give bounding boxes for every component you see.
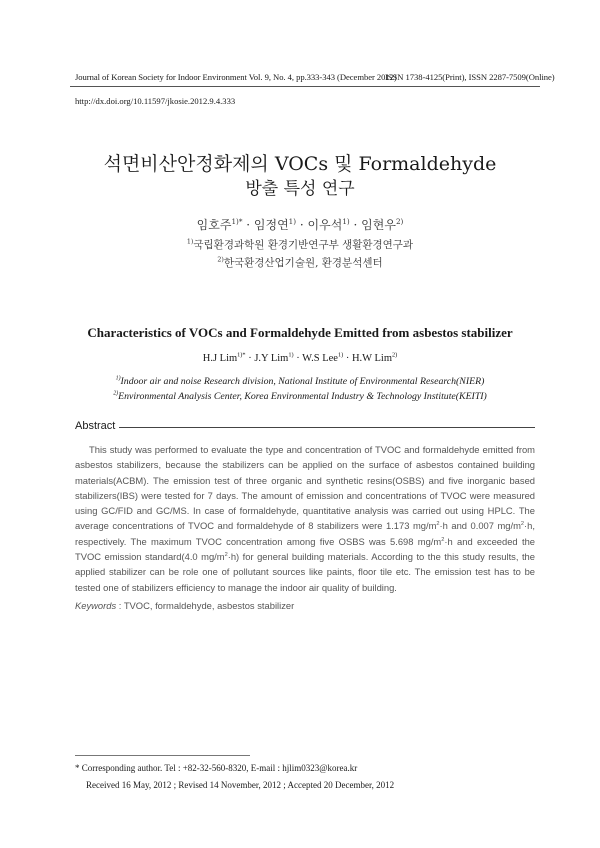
english-authors bbox=[0, 353, 600, 364]
author-separator: · bbox=[353, 218, 362, 232]
author-ko: 임현우 bbox=[361, 218, 396, 232]
doi-link[interactable]: http://dx.doi.org/10.11597/jkosie.2012.9.4.333 bbox=[75, 96, 236, 106]
affiliation-text: Indoor air and noise Research division, National Institute of Environmental Research(NIER) bbox=[120, 376, 485, 387]
issn: ISSN 1738-4125(Print), ISSN 2287-7509(Online) bbox=[385, 72, 555, 82]
footnote-divider bbox=[75, 755, 250, 756]
author-sup: 1) bbox=[288, 351, 294, 359]
abstract-divider bbox=[75, 427, 535, 428]
author-separator: · bbox=[248, 353, 255, 364]
keywords-separator: : bbox=[116, 600, 124, 611]
author-ko: 임정연 bbox=[253, 218, 289, 232]
keywords bbox=[75, 600, 535, 611]
affiliation-text: 한국환경산업기술원, 환경분석센터 bbox=[223, 257, 383, 269]
superscript: 2 bbox=[224, 551, 228, 558]
author-en: H.W Lim bbox=[351, 353, 392, 364]
journal-citation: Journal of Korean Society for Indoor Environment Vol. 9, No. 4, pp.333-343 (December 2012) bbox=[75, 72, 397, 82]
keywords-text: TVOC, formaldehyde, asbestos stabilizer bbox=[123, 600, 295, 611]
author-separator: · bbox=[299, 218, 308, 232]
abstract-heading: Abstract bbox=[75, 420, 119, 432]
author-ko: 이우석 bbox=[307, 218, 343, 232]
affiliation-sup: 2) bbox=[217, 256, 224, 264]
received-dates-note: Received 16 May, 2012 ; Revised 14 November, 2012 ; Accepted 20 December, 2012 bbox=[86, 780, 395, 790]
author-sup: 2) bbox=[392, 351, 398, 359]
corresponding-author-note: * Corresponding author. Tel : +82-32-560-8320, E-mail : hjlim0323@korea.kr bbox=[75, 763, 358, 773]
author-en: W.S Lee bbox=[302, 353, 338, 364]
english-title: Characteristics of VOCs and Formaldehyde Emitted from asbestos stabilizer bbox=[87, 325, 513, 340]
author-sup: 1) bbox=[342, 217, 350, 226]
affiliation-text: 국립환경과학원 환경기반연구부 생활환경연구과 bbox=[193, 239, 414, 251]
affiliation-sup: 2) bbox=[113, 390, 119, 397]
header-divider bbox=[70, 86, 540, 87]
author-sup: 1)* bbox=[237, 351, 246, 359]
author-ko: 임호주 bbox=[196, 218, 232, 232]
affiliation-sup: 1) bbox=[115, 375, 121, 382]
abstract-segment: ·h and exceeded the TVOC emission standard(4.0 mg/m bbox=[75, 535, 535, 563]
abstract-segment: ·h) for general building materials. According to the this study results, the applied stabilizer can be role one of pollutant sources like paints, floor tile etc. The emission test has to be tested one of stabilizers efficiency to manage the indoor air quality of building. bbox=[75, 551, 535, 593]
author-en: H.J Lim bbox=[202, 353, 238, 364]
author-sup: 2) bbox=[395, 217, 404, 226]
abstract-segment: This study was performed to evaluate the type and concentration of TVOC and formaldehyde emitted from asbestos stabilizers, because the stabilizers can be applied on the surface of asbestos contained building materials(ACBM). The emission test of three organic and synthetic resins(OSBS) and five inorganic based stabilizers(IBS) were tested for 7 days. The amount of emission and concentrations of TVOC were measured using GC/FID and GC/MS. In case of formaldehyde, quantitative analysis was carried out using HPLC. The average concentrations of TVOC and formaldehyde of 8 stabilizers were 1.173 mg/m bbox=[75, 444, 535, 532]
superscript: 2 bbox=[441, 536, 445, 543]
affiliation-text: Environmental Analysis Center, Korea Environmental Industry & Technology Institute(KEITI) bbox=[118, 391, 487, 402]
korean-title-line-1: 석면비산안정화제의 VOCs 및 Formaldehyde bbox=[103, 153, 497, 175]
korean-authors bbox=[0, 216, 600, 233]
author-sup: 1)* bbox=[231, 217, 243, 226]
author-sup: 1) bbox=[337, 351, 344, 359]
author-en: J.Y Lim bbox=[254, 353, 289, 364]
english-affiliation-2 bbox=[0, 391, 600, 402]
author-separator: · bbox=[246, 218, 254, 232]
journal-header bbox=[75, 72, 555, 82]
affiliation-sup: 1) bbox=[186, 238, 194, 246]
abstract-segment: ·h and 0.007 mg/m bbox=[439, 520, 521, 532]
abstract-segment: ·h, respectively. The maximum TVOC concentration among five OSBS was 5.698 mg/m bbox=[75, 520, 535, 547]
abstract-text bbox=[75, 442, 535, 595]
superscript: 2 bbox=[520, 521, 525, 528]
author-separator: · bbox=[296, 353, 303, 364]
keywords-label: Keywords bbox=[75, 600, 117, 611]
superscript: 2 bbox=[436, 521, 440, 528]
english-affiliation-1 bbox=[0, 376, 600, 387]
korean-title-line-2: 방출 특성 연구 bbox=[245, 179, 355, 199]
author-sup: 1) bbox=[288, 217, 297, 226]
author-separator: · bbox=[345, 353, 352, 364]
korean-affiliation-1 bbox=[0, 237, 600, 252]
korean-affiliation-2 bbox=[0, 255, 600, 270]
